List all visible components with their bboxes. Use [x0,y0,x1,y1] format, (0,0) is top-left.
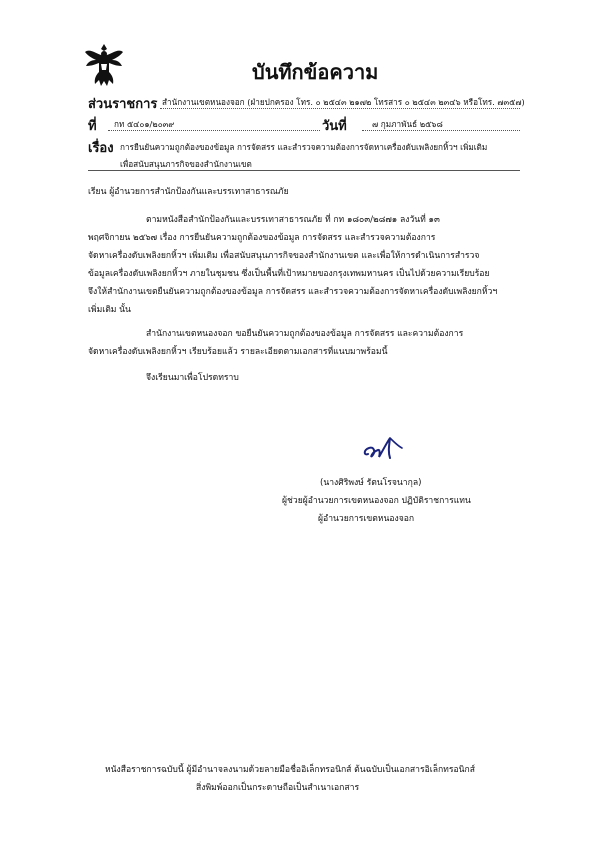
signature-icon [360,432,404,464]
para1-line: พฤศจิกายน ๒๕๖๗ เรื่อง การยืนยันความถูกต้องของข้อมูล การจัดสรร และสำรวจความต้องการ [88,233,436,243]
ref-label: ที่ [88,119,97,134]
ref-dotted-line [108,130,320,131]
signer-name: (นางศิริพงษ์ รัตนโรจนากุล) [320,478,422,488]
para1-line: จัดหาเครื่องดับเพลิงยกหิ้วฯ เพิ่มเติม เพื่อสนับสนุนภารกิจของสำนักงานเขต และเพื่อให้การดำเนินการสำรวจ [88,251,480,261]
subject-line-2: เพื่อสนับสนุนภารกิจของสำนักงานเขต [120,159,252,169]
agency-label: ส่วนราชการ [88,97,158,112]
footer-note-1: หนังสือราชการฉบับนี้ ผู้มีอำนาจลงนามด้วยลายมือชื่ออิเล็กทรอนิกส์ ต้นฉบับเป็นเอกสารอิเล็กทรอนิกส์ [105,765,475,775]
date-label: วันที่ [322,119,347,134]
para2-line: สำนักงานเขตหนองจอก ขอยืนยันความถูกต้องของข้อมูล การจัดสรร และความต้องการ [146,329,464,339]
para1-line: เพิ่มเติม นั้น [88,305,131,315]
signer-position-1: ผู้ช่วยผู้อำนวยการเขตหนองจอก ปฏิบัติราชการแทน [282,496,471,506]
agency-dotted-line [160,108,520,109]
document-title: บันทึกข้อความ [252,60,379,84]
salutation: เรียน ผู้อำนวยการสำนักป้องกันและบรรเทาสาธารณภัย [88,187,289,197]
para2-line: จัดหาเครื่องดับเพลิงยกหิ้วฯ เรียบร้อยแล้ว รายละเอียดตามเอกสารที่แนบมาพร้อมนี้ [88,347,388,357]
subject-label: เรื่อง [88,141,114,156]
agency-value: สำนักงานเขตหนองจอก (ฝ่ายปกครอง โทร. ๐ ๒๕๔๓ ๒๑๗๒ โทรสาร ๐ ๒๕๔๓ ๒๓๔๖ หรือโทร. ๗๓๕๗) [162,97,525,107]
ref-value: กท ๕๔๐๑/๒๐๓๙ [114,119,175,129]
date-dotted-line [362,130,520,131]
header-divider [88,170,520,171]
para1-line: ข้อมูลเครื่องดับเพลิงยกหิ้วฯ ภายในชุมชน ซึ่งเป็นพื้นที่เป้าหมายของกรุงเทพมหานคร เป็นไปด้วยความเรียบร้อย [88,269,490,279]
garuda-emblem-icon [84,42,124,88]
signer-position-2: ผู้อำนวยการเขตหนองจอก [318,514,415,524]
para1-line: ตามหนังสือสำนักป้องกันและบรรเทาสาธารณภัย ที่ กท ๑๘๐๓/๒๘๗๑ ลงวันที่ ๑๓ [146,215,440,225]
subject-line-1: การยืนยันความถูกต้องของข้อมูล การจัดสรร และสำรวจความต้องการจัดหาเครื่องดับเพลิงยกหิ้วฯ เพิ่มเติม [120,142,488,152]
para1-line: จึงให้สำนักงานเขตยืนยันความถูกต้องของข้อมูล การจัดสรร และสำรวจความต้องการจัดหาเครื่องดับเพลิงยกหิ้วฯ [88,287,498,297]
closing-text: จึงเรียนมาเพื่อโปรดทราบ [146,373,239,383]
footer-note-2: สิ่งพิมพ์ออกเป็นกระดาษถือเป็นสำเนาเอกสาร [196,783,360,793]
date-value: ๗ กุมภาพันธ์ ๒๕๖๘ [372,119,443,129]
